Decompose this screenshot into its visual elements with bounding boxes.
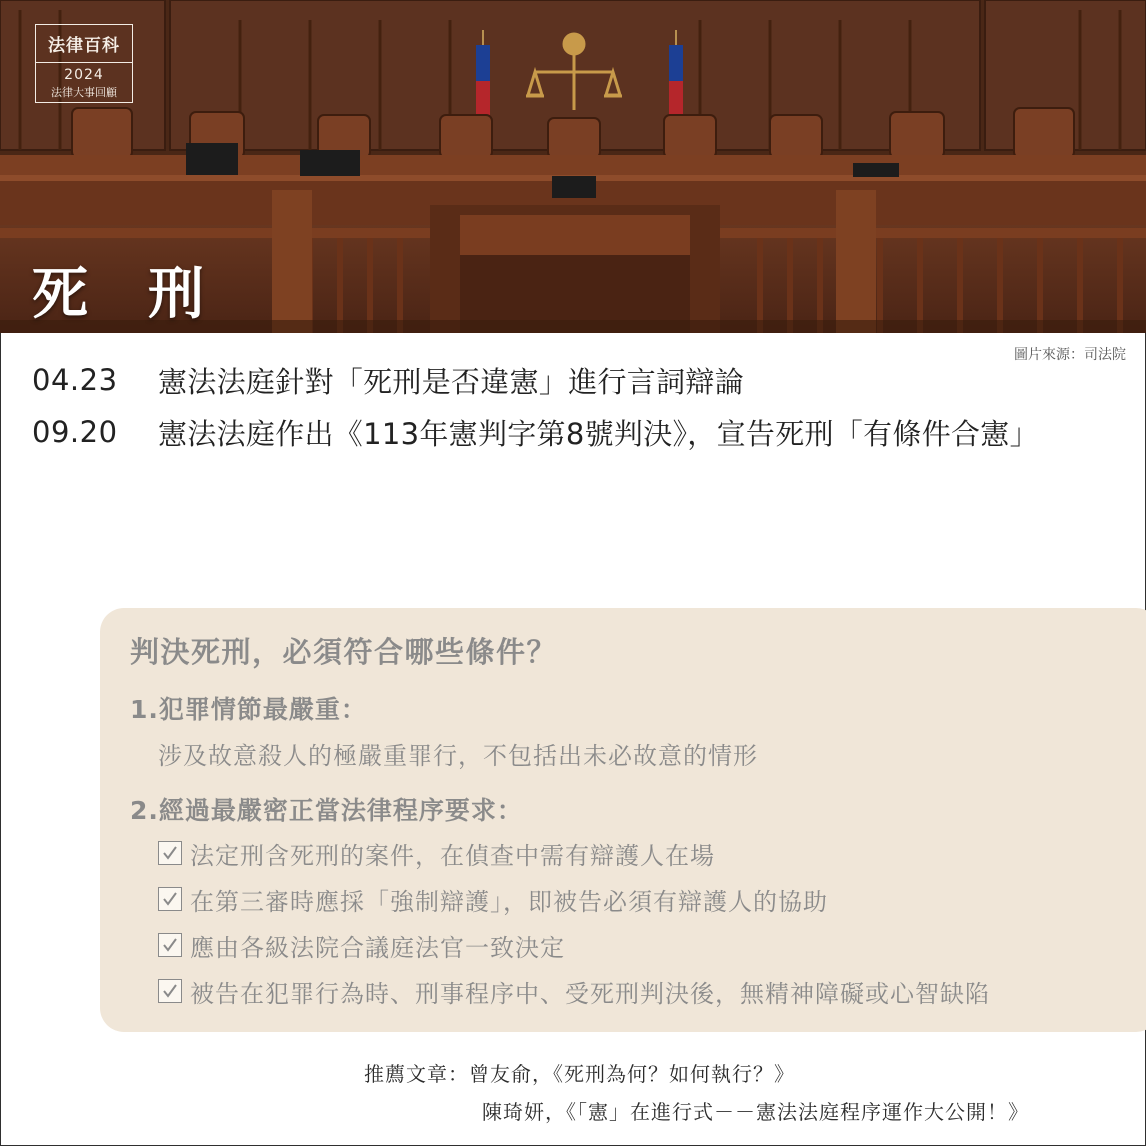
- image-credit: 圖片來源：司法院: [1014, 347, 1126, 363]
- hero-image: [0, 0, 1146, 333]
- recommended-article-1[interactable]: 推薦文章：曾友俞，《死刑為何？如何執行？》: [364, 1062, 795, 1086]
- badge-divider: [36, 62, 132, 63]
- event-text: 憲法法庭針對「死刑是否違憲」進行言詞辯論: [158, 364, 745, 399]
- condition-2-heading: 2.經過最嚴密正當法律程序要求：: [130, 796, 523, 825]
- checkbox-checked-icon: [158, 979, 182, 1003]
- badge-subtitle: 法律大事回顧: [51, 86, 117, 99]
- recommended-article-2[interactable]: 陳琦妍，《「憲」在進行式－－憲法法庭程序運作大公開！》: [482, 1100, 1029, 1124]
- conditions-panel: [100, 608, 1146, 1032]
- condition-1-description: 涉及故意殺人的極嚴重罪行，不包括出未必故意的情形: [158, 742, 758, 770]
- checklist-item: [158, 882, 828, 916]
- conditions-title: 判決死刑，必須符合哪些條件？: [130, 635, 558, 669]
- checkbox-checked-icon: [158, 841, 182, 865]
- condition-1-heading: 1.犯罪情節最嚴重：: [130, 695, 367, 724]
- event-row: [32, 354, 1039, 406]
- event-row: [32, 406, 1039, 458]
- event-list: [32, 354, 1039, 458]
- checklist-text: 法定刑含死刑的案件，在偵查中需有辯護人在場: [190, 841, 715, 870]
- checkbox-checked-icon: [158, 887, 182, 911]
- checklist-text: 被告在犯罪行為時、刑事程序中、受死刑判決後，無精神障礙或心智缺陷: [190, 979, 990, 1008]
- event-date: 09.20: [32, 415, 118, 449]
- page-title: 死刑: [32, 262, 264, 327]
- event-text: 憲法法庭作出《113年憲判字第8號判決》，宣告死刑「有條件合憲」: [158, 416, 1039, 451]
- brand-badge: [35, 24, 133, 103]
- badge-year: 2024: [64, 67, 104, 83]
- checkbox-checked-icon: [158, 933, 182, 957]
- event-date: 04.23: [32, 363, 118, 397]
- checklist-item: [158, 836, 715, 870]
- checklist-text: 應由各級法院合議庭法官一致決定: [190, 933, 565, 962]
- checklist-text: 在第三審時應採「強制辯護」，即被告必須有辯護人的協助: [190, 887, 828, 916]
- checklist-item: [158, 928, 565, 962]
- checklist-item: [158, 974, 990, 1008]
- badge-title: 法律百科: [48, 36, 120, 56]
